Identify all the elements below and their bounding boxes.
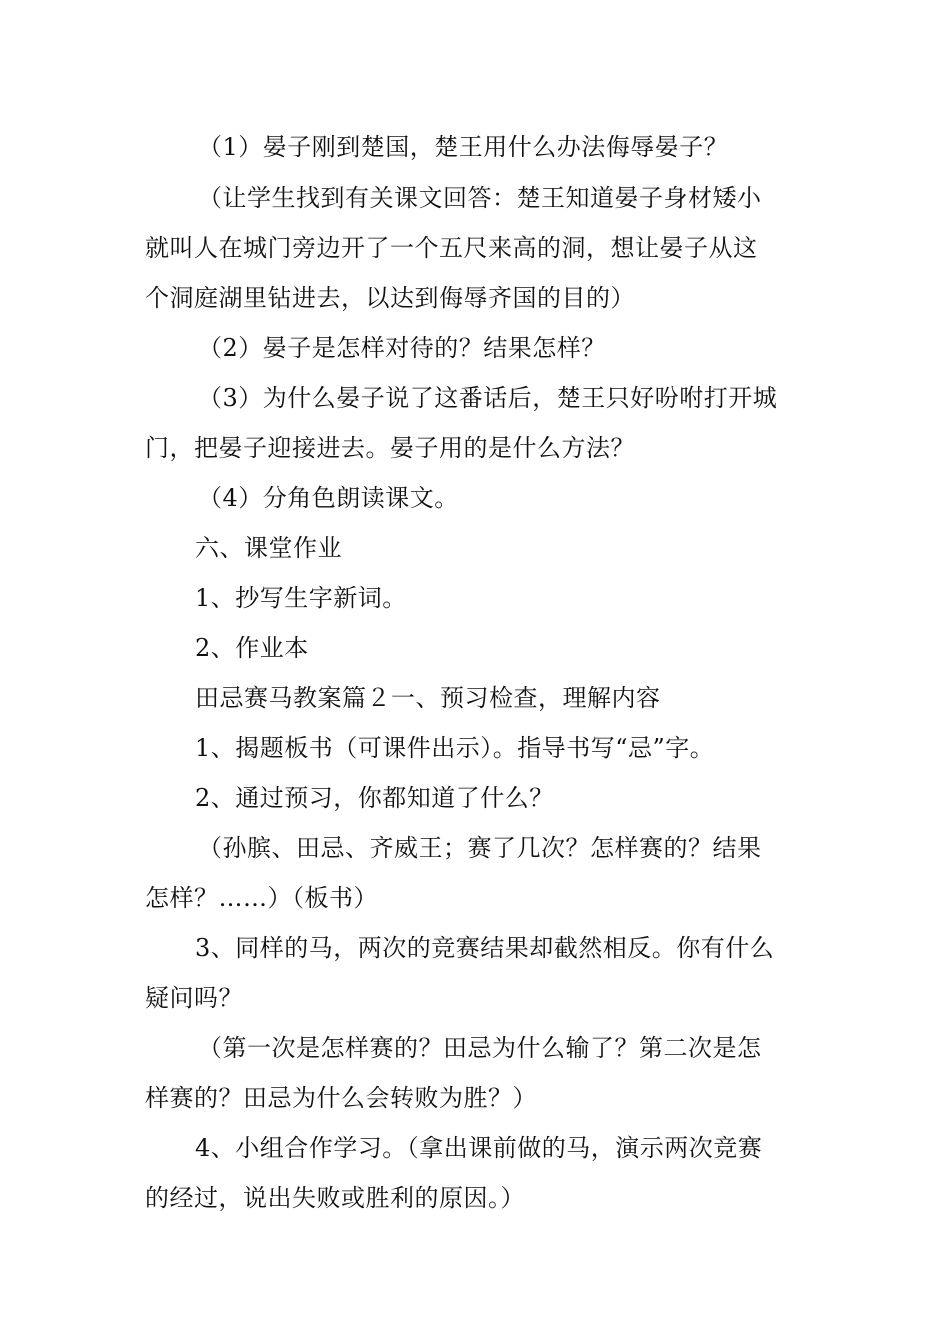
- text-line: 3、同样的马，两次的竞赛结果却截然相反。你有什么: [195, 934, 775, 962]
- text-line: 怎样？……）（板书）: [145, 884, 378, 912]
- section-heading: 田忌赛马教案篇２一、预习检查，理解内容: [195, 684, 661, 712]
- text-line: 1、揭题板书（可课件出示）。指导书写“忌”字。: [195, 734, 715, 762]
- text-line: 2、作业本: [195, 634, 309, 662]
- text-line: 门，把晏子迎接进去。晏子用的是什么方法？: [145, 434, 635, 462]
- text-line: （第一次是怎样赛的？田忌为什么输了？第二次是怎: [198, 1034, 762, 1062]
- section-heading: 六、课堂作业: [195, 534, 342, 562]
- text-line: （2）晏子是怎样对待的？结果怎样？: [198, 334, 606, 362]
- text-line: （让学生找到有关课文回答：楚王知道晏子身材矮小: [198, 184, 762, 212]
- text-line: （4）分角色朗读课文。: [198, 484, 459, 512]
- text-line: （孙膑、田忌、齐威王；赛了几次？怎样赛的？结果: [198, 834, 762, 862]
- text-line: 1、抄写生字新词。: [195, 584, 407, 612]
- text-line: （3）为什么晏子说了这番话后，楚王只好吩咐打开城: [198, 384, 778, 412]
- text-line: 疑问吗？: [145, 984, 243, 1012]
- text-line: 4、小组合作学习。（拿出课前做的马，演示两次竞赛: [195, 1134, 763, 1162]
- text-line: 2、通过预习，你都知道了什么？: [195, 784, 554, 812]
- text-line: 的经过，说出失败或胜利的原因。）: [145, 1184, 525, 1212]
- text-line: 就叫人在城门旁边开了一个五尺来高的洞，想让晏子从这: [145, 234, 758, 262]
- text-line: 样赛的？田忌为什么会转败为胜？）: [145, 1084, 537, 1112]
- text-line: （1）晏子刚到楚国，楚王用什么办法侮辱晏子？: [198, 133, 729, 161]
- text-line: 个洞庭湖里钻进去，以达到侮辱齐国的目的）: [145, 284, 635, 312]
